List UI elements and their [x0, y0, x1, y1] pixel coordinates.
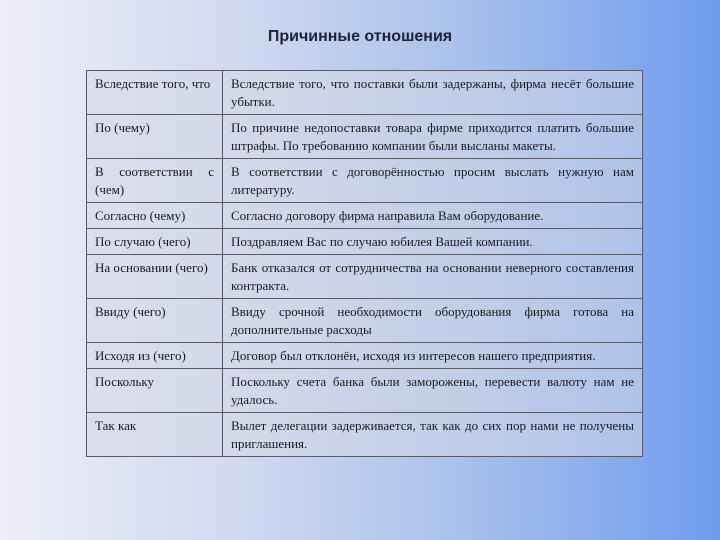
- example-cell: Договор был отклонён, исходя из интересов нашего предприятия.: [223, 343, 643, 369]
- table-row: [87, 413, 643, 457]
- term-cell: Поскольку: [87, 369, 223, 413]
- table-row: [87, 203, 643, 229]
- term-cell: На основании (чего): [87, 255, 223, 299]
- example-cell: Поздравляем Вас по случаю юбилея Вашей компании.: [223, 229, 643, 255]
- term-cell: Так как: [87, 413, 223, 457]
- causal-relations-table: [86, 70, 643, 457]
- term-cell: Согласно (чему): [87, 203, 223, 229]
- table-row: [87, 71, 643, 115]
- term-cell: По случаю (чего): [87, 229, 223, 255]
- table-row: [87, 343, 643, 369]
- term-cell: В соответствии с (чем): [87, 159, 223, 203]
- term-cell: По (чему): [87, 115, 223, 159]
- table-row: [87, 229, 643, 255]
- example-cell: Согласно договору фирма направила Вам оборудование.: [223, 203, 643, 229]
- table-row: [87, 159, 643, 203]
- term-cell: Вследствие того, что: [87, 71, 223, 115]
- example-cell: По причине недопоставки товара фирме приходится платить большие штрафы. По требованию компании были высланы макеты.: [223, 115, 643, 159]
- table-row: [87, 299, 643, 343]
- table-row: [87, 115, 643, 159]
- example-cell: Ввиду срочной необходимости оборудования фирма готова на дополнительные расходы: [223, 299, 643, 343]
- table-row: [87, 369, 643, 413]
- table-row: [87, 255, 643, 299]
- page-title: Причинные отношения: [267, 28, 453, 45]
- term-cell: Исходя из (чего): [87, 343, 223, 369]
- example-cell: Банк отказался от сотрудничества на основании неверного составления контракта.: [223, 255, 643, 299]
- term-cell: Ввиду (чего): [87, 299, 223, 343]
- example-cell: Поскольку счета банка были заморожены, перевести валюту нам не удалось.: [223, 369, 643, 413]
- example-cell: Вследствие того, что поставки были задержаны, фирма несёт большие убытки.: [223, 71, 643, 115]
- example-cell: В соответствии с договорённостью просим выслать нужную нам литературу.: [223, 159, 643, 203]
- example-cell: Вылет делегации задерживается, так как до сих пор нами не получены приглашения.: [223, 413, 643, 457]
